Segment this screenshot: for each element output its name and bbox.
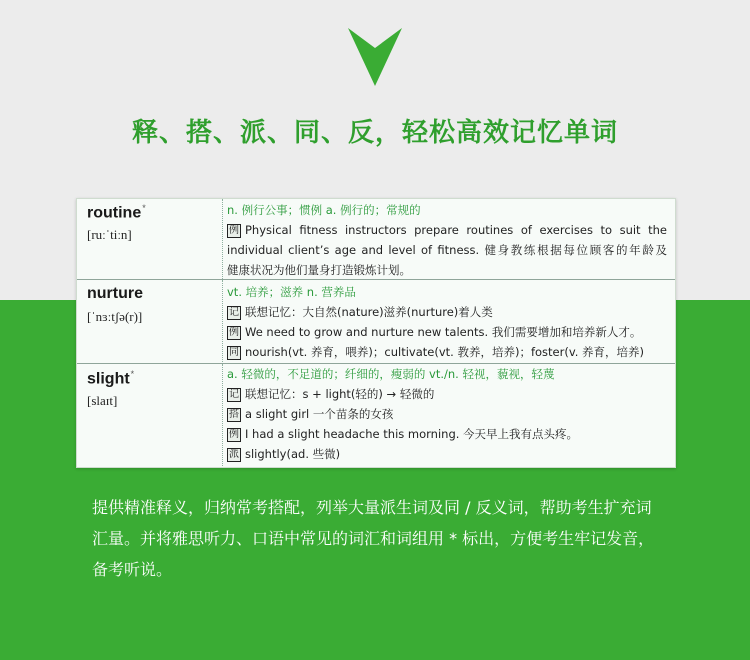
phonetic: [slaɪt] xyxy=(87,393,118,408)
derivative-line: 派 slightly(ad. 些微) xyxy=(229,447,341,461)
definition: vt. 培养；滋养 n. 营养品 xyxy=(227,285,356,299)
entry-divider xyxy=(222,199,223,279)
page-headline: 释、搭、派、同、反，轻松高效记忆单词 xyxy=(131,118,618,148)
dictionary-card xyxy=(76,198,676,468)
chevron-down-icon xyxy=(348,28,402,86)
synonym-line: 同 nourish(vt. 养育，喂养)；cultivate(vt. 教养，培养)；foster(v. 养育，培养) xyxy=(229,345,645,359)
memory-line: 记 联想记忆：s + light(轻的) → 轻微的 xyxy=(229,387,435,401)
headword: nurture xyxy=(87,285,143,302)
headword: slight* xyxy=(87,369,135,388)
phonetic: [ˈnɜːtʃə(r)] xyxy=(87,309,143,324)
entry-divider xyxy=(222,280,223,364)
memory-line: 记 联想记忆：大自然(nature)滋养(nurture)着人类 xyxy=(229,305,493,319)
phonetic: [ruːˈtiːn] xyxy=(87,227,132,242)
entry-routine xyxy=(77,199,675,279)
example-line: 例 We need to grow and nurture new talents. 我们需要增加和培养新人才。 xyxy=(229,325,642,339)
example-line: individual client’s age and level of fitness. 健身教练根据每位顾客的年龄及 xyxy=(227,243,667,257)
entry-nurture xyxy=(77,279,675,364)
example-line: 例 Physical fitness instructors prepare routines of exercises to suit the xyxy=(229,223,667,237)
definition: n. 例行公事；惯例 a. 例行的；常规的 xyxy=(227,203,421,217)
entry-slight xyxy=(77,363,675,468)
entry-divider xyxy=(222,364,223,468)
example-line: 例 I had a slight headache this morning. 今天早上我有点头疼。 xyxy=(229,427,579,441)
example-line: 健康状况为他们量身打造锻炼计划。 xyxy=(227,263,411,277)
collocation-line: 搭 a slight girl 一个苗条的女孩 xyxy=(229,407,394,421)
feature-description: 提供精准释义，归纳常考搭配，列举大量派生词及同 / 反义词，帮助考生扩充词汇量。并将雅思听力、口语中常见的词汇和词组用 * 标出，方便考生牢记发音，备考听说。 xyxy=(92,498,655,579)
definition: a. 轻微的，不足道的；纤细的，瘦弱的 vt./n. 轻视，藐视，轻蔑 xyxy=(227,367,555,381)
headword: routine* xyxy=(87,203,146,222)
